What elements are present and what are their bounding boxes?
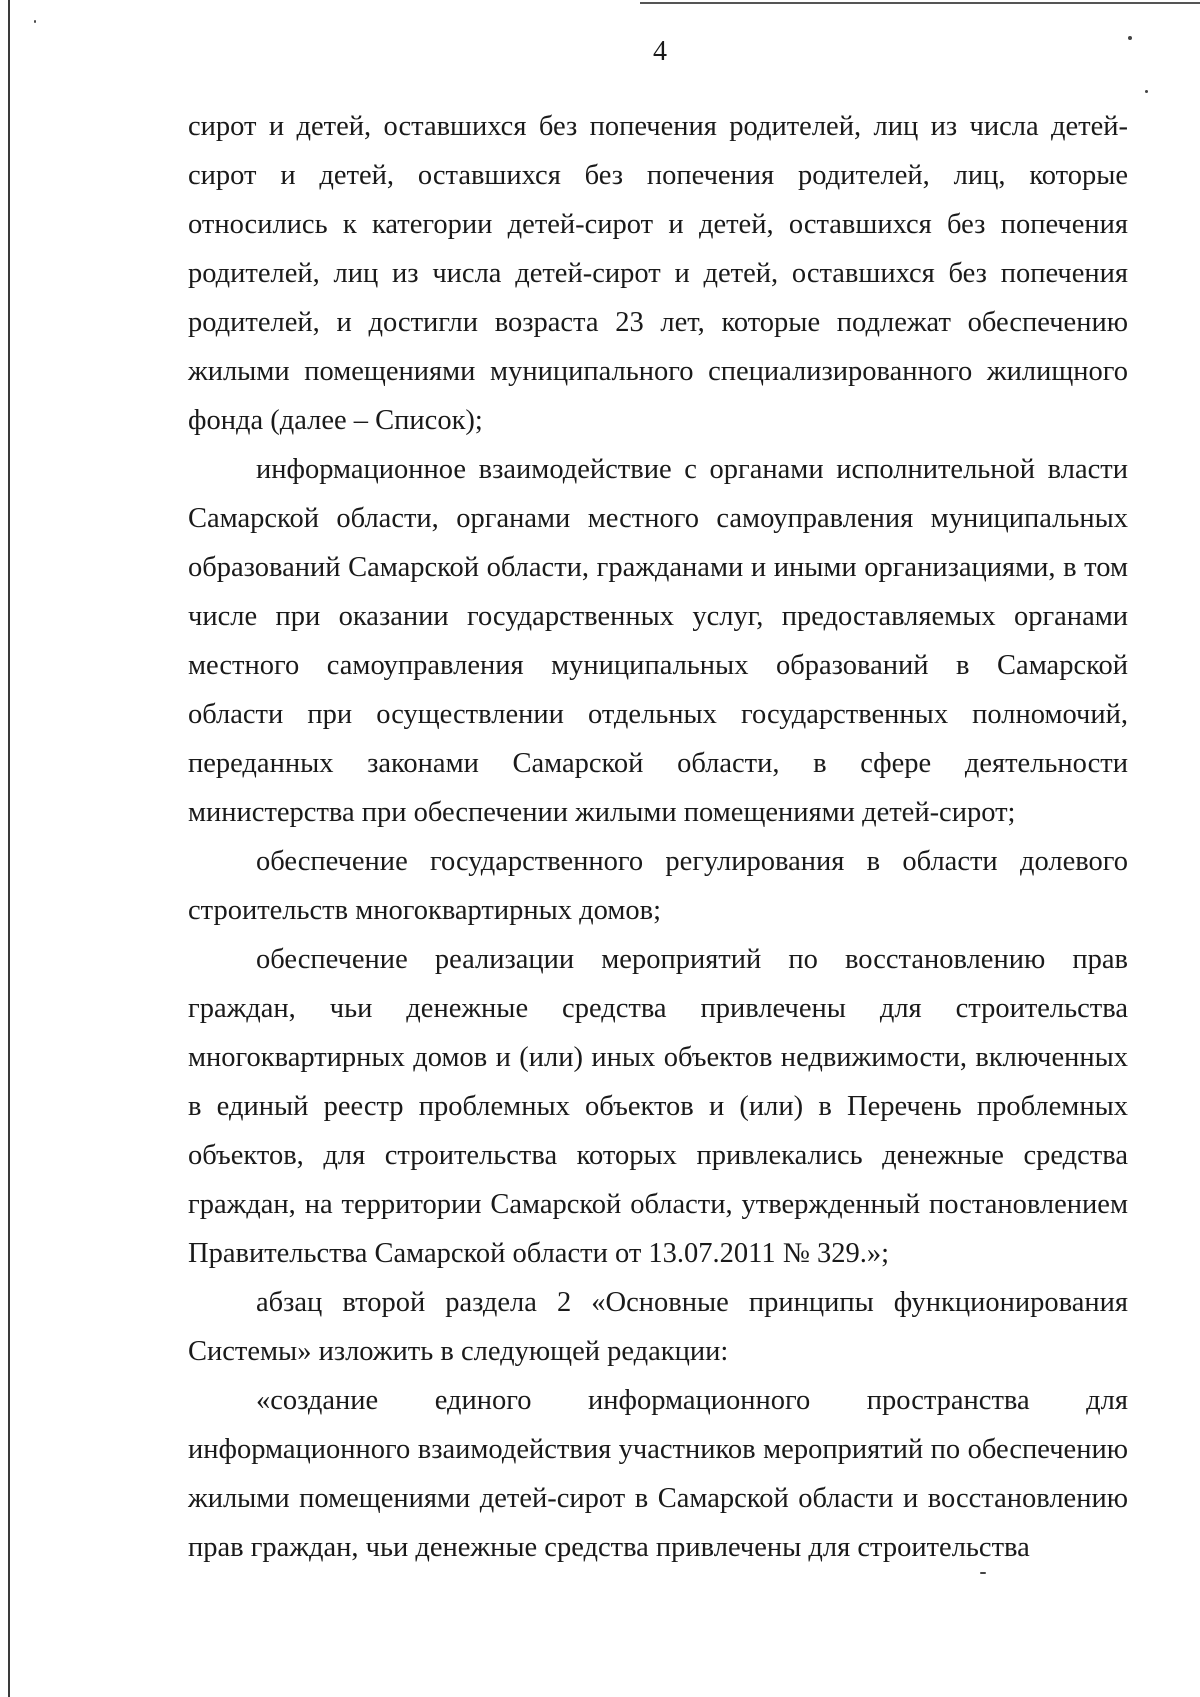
paragraph-information-interaction: информационное взаимодействие с органами исполнительной власти Самарской области, органами местного самоуправления муниципальных образований Самарской области, гражданами и иными организациями, в том числе при оказании государственных услуг, предоставляемых органами местного самоуправления муниципальных образований в Самарской области при осуществлении отдельных государственных полномочий, переданных законами Самарской области, в сфере деятельности министерства при обеспечении жилыми помещениями детей-сирот; (188, 454, 1128, 828)
paragraph-new-wording: «создание единого информационного пространства для информационного взаимодействия участников мероприятий по обеспечению жилыми помещениями детей-сирот в Самарской области и восстановлению прав граждан, чьи денежные средства привлечены для строительства (188, 1385, 1128, 1563)
scan-speck (980, 1572, 986, 1574)
page-number: 4 (653, 36, 667, 67)
scan-edge-top (640, 2, 1200, 4)
scan-edge-left (8, 0, 10, 1697)
document-body (188, 102, 1128, 1572)
scan-speck (1145, 90, 1148, 93)
scan-speck (34, 20, 36, 23)
paragraph-continuation: сирот и детей, оставшихся без попечения родителей, лиц из числа детей-сирот и детей, оставшихся без попечения родителей, лиц, которые относились к категории детей-сирот и детей, оставшихся без попечения родителей, лиц из числа детей-сирот и детей, оставшихся без попечения родителей, и достигли возраста 23 лет, которые подлежат обеспечению жилыми помещениями муниципального специализированного жилищного фонда (далее – Список); (188, 111, 1128, 436)
paragraph-section-2-amendment: абзац второй раздела 2 «Основные принципы функционирования Системы» изложить в следующей редакции: (188, 1287, 1128, 1367)
paragraph-state-regulation: обеспечение государственного регулирования в области долевого строительств многоквартирных домов; (188, 846, 1128, 926)
paragraph-rights-restoration: обеспечение реализации мероприятий по восстановлению прав граждан, чьи денежные средства привлечены для строительства многоквартирных домов и (или) иных объектов недвижимости, включенных в единый реестр проблемных объектов и (или) в Перечень проблемных объектов, для строительства которых привлекались денежные средства граждан, на территории Самарской области, утвержденный постановлением Правительства Самарской области от 13.07.2011 № 329.»; (188, 944, 1128, 1269)
